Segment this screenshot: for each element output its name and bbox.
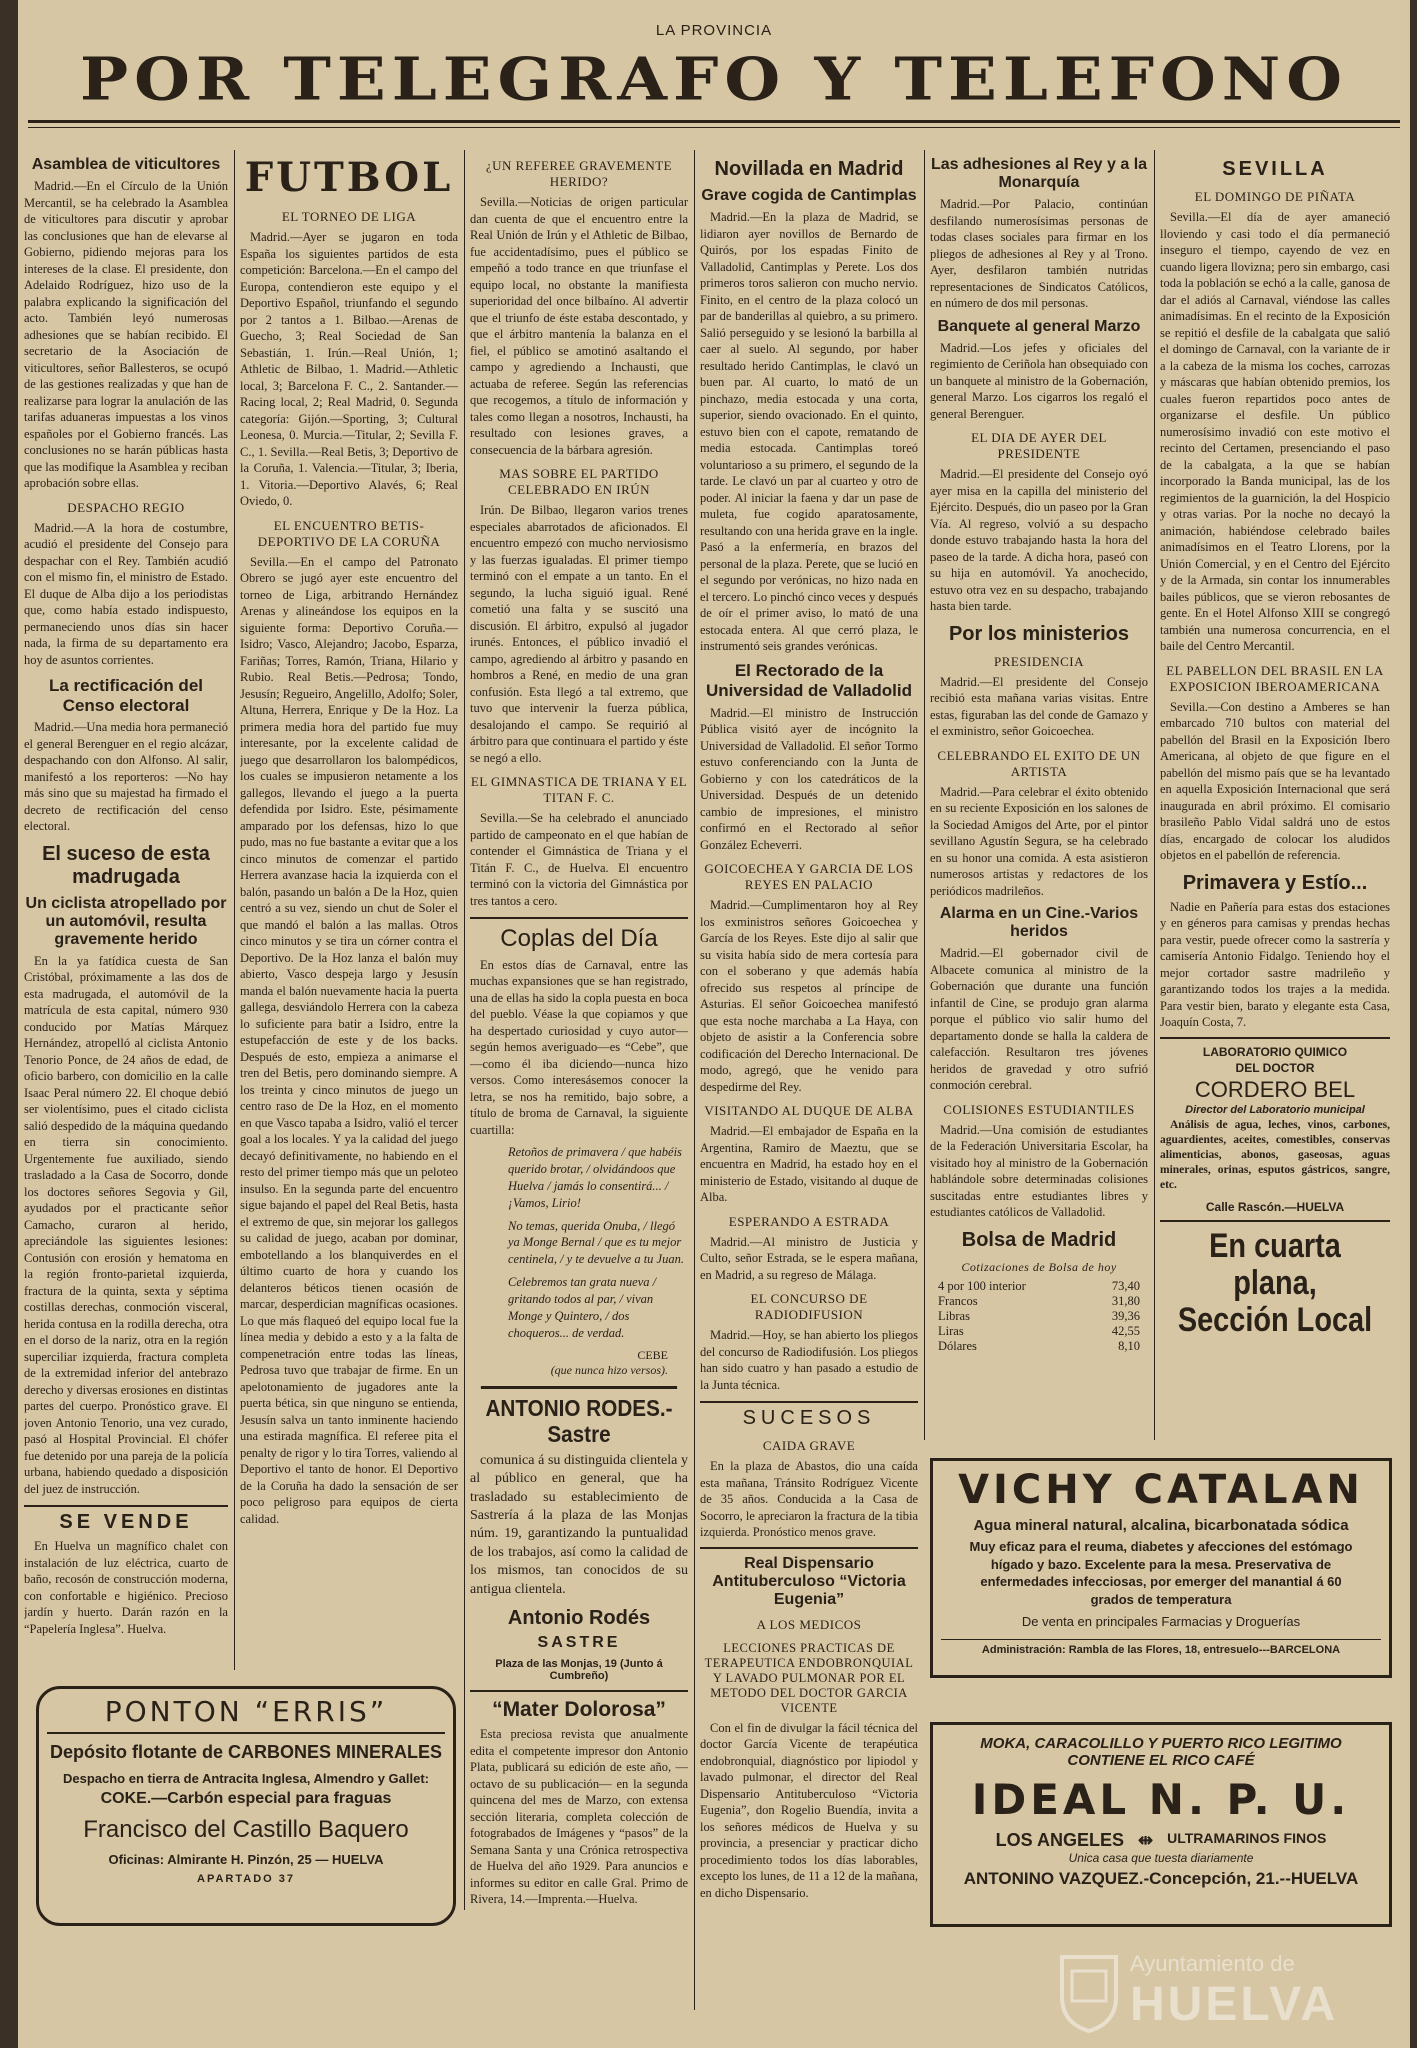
article-title: “Mater Dolorosa” xyxy=(470,1690,688,1722)
article-title: Banquete al general Marzo xyxy=(937,317,1141,335)
article-text: Madrid.—El embajador de España en la Argentina, Ramiro de Maeztu, que se encuentra en Madrid, ha estado hoy en el ministerio de Estado, visitando al duque de Alba. xyxy=(700,1124,918,1204)
bolsa-value: 39,36 xyxy=(1111,1308,1140,1323)
ad-text: comunica á su distinguida clientela y al público en general, que ha trasladado su establecimiento de Sastrería á la plaza de las Monjas núm. 19, garantizando la puntualidad de los trabajos, así como la calidad de los mismos, tan conocidos de su antigua clientela. xyxy=(470,1452,688,1597)
article-text: Madrid.—El gobernador civil de Albacete comunica al ministro de la Gobernación que durante una función infantil de Cine, se produjo gran alarma porque el público vio salir humo del departamento donde se halla la caldera de calefacción. Resultaron tres jóvenes heridos de gravedad y otro sufrió conmoción cerebral. xyxy=(930,946,1148,1092)
bolsa-row xyxy=(930,1279,1148,1294)
ponton-subtitle: Depósito flotante de CARBONES MINERALES xyxy=(49,1742,443,1762)
article-text: Madrid.—El presidente del Consejo oyó ayer misa en la capilla del ministerio del Ejército. Después, dio un paseo por la Gran Vía. Al regreso, volvió a su despacho donde estuvo trabajando hasta la hora del paseo de la tarde. A dicha hora, paseó con su hija en automóvil. Ya anochecido, estuvo otra vez en su despacho, trabajando hasta bien tarde. xyxy=(930,467,1148,613)
bolsa-title: Bolsa de Madrid xyxy=(961,1228,1117,1251)
article-subtitle: A LOS MEDICOS xyxy=(756,1616,862,1632)
article-title: SE VENDE xyxy=(24,1505,228,1534)
article-subtitle: Un ciclista atropellado por un automóvil, resulta gravemente herido xyxy=(25,894,227,948)
article-text: Irún. De Bilbao, llegaron varios trenes especiales abarrotados de aficionados. El encuentro empezó con mucho nerviosismo y las fuerzas igualadas. El primer tiempo terminó con el empate a un tanto. En el segundo, la lucha siguió igual. René cometió una falta y se suscitó una discusión. El árbitro, expulsó al jugador irunés. Entonces, el público invadió el campo, agrediendo al árbitro y pasando en hombros a René, en medio de una gran confusión. Esta llegó a tal extremo, que tuvo que intervenir la fuerza pública, desalojando el campo. Se requirió al árbitro para que continuara el partido y éste se negó a ello. xyxy=(470,503,688,765)
column-divider xyxy=(924,150,925,1440)
article-title: Real Dispensario Antituberculoso “Victoria Eugenia” xyxy=(700,1547,918,1609)
article-title: ¿UN REFEREE GRAVEMENTE HERIDO? xyxy=(485,158,673,189)
ad-name: Antonio Rodés xyxy=(507,1607,651,1630)
column-1 xyxy=(24,150,228,1670)
lab-line: Director del Laboratorio municipal xyxy=(1185,1103,1365,1116)
column-divider xyxy=(1154,150,1155,1440)
vichy-title: VICHY CATALAN xyxy=(958,1467,1364,1513)
article-title: GOICOECHEA Y GARCIA DE LOS REYES EN PALACIO xyxy=(704,861,914,892)
watermark-line: HUELVA xyxy=(1130,1978,1339,2031)
column-5 xyxy=(930,150,1148,1440)
article-title: ESPERANDO A ESTRADA xyxy=(728,1213,890,1229)
ad-address: Plaza de las Monjas, 19 (Junto á Cumbreño) xyxy=(495,1658,663,1683)
article-title: MAS SOBRE EL PARTIDO CELEBRADO EN IRÚN xyxy=(499,466,659,497)
poem-stanza: Celebremos tan grata nueva / gritando todos al par, / vivan Monge y Quintero, / dos choqueros... de verdad. xyxy=(508,1275,657,1340)
ideal-unica: Unica casa que tuesta diariamente xyxy=(1068,1851,1254,1865)
column-2 xyxy=(240,150,458,1670)
article-text: Madrid.—Una media hora permaneció el general Berenguer en el regio alcázar, despachando con don Alfonso. Al salir, manifestó a los reporteros: —No hay más sino que su majestad ha firmado el decreto de rectificación del censo electoral. xyxy=(24,720,228,834)
article-text: En la plaza de Abastos, dio una caída esta mañana, Tránsito Rodríguez Vicente de 35 años. Conducida a la Casa de Socorro, le apreciaron la fractura de la tibia izquierda. Pronóstico menos grave. xyxy=(700,1459,918,1539)
article-title: Coplas del Día xyxy=(470,917,688,953)
banner-title: POR TELEGRAFO Y TELEFONO xyxy=(79,45,1349,114)
ideal-title: IDEAL N. P. U. xyxy=(971,1775,1351,1824)
bolsa-name: Liras xyxy=(938,1323,964,1338)
shield-icon xyxy=(1058,1953,1120,2033)
article-text: Madrid.—Para celebrar el éxito obtenido en su reciente Exposición en los salones de la Sociedad Amigos del Arte, por el pintor sevillano Agustín Segura, se ha celebrado en su honor una comida. A esta asistieron numerosos artistas y redactores de los periódicos madrileños. xyxy=(930,784,1148,898)
ad-title: Primavera y Estío... xyxy=(1182,871,1368,894)
ponton-text: COKE.—Carbón especial para fraguas xyxy=(100,1790,392,1807)
article-subtitle: EL ENCUENTRO BETIS-DEPORTIVO DE LA CORUÑA xyxy=(257,517,441,549)
article-subtitle: EL DOMINGO DE PIÑATA xyxy=(1194,189,1356,204)
article-text: En la ya fatídica cuesta de San Cristóbal, próximamente a las dos de esta madrugada, el automóvil de la matrícula de esta capital, número 930 conducido por Matías Márquez Hernández, atropelló al ciclista Antonio Tenorio Ponce, de 24 años de edad, de oficio barbero, con domicilio en la calle Isaac Peral número 22. El choque debió ser violentísimo, pues el citado ciclista salió despedido de la máquina quedando en tierra sin conocimiento. Urgentemente fue auxiliado, siendo trasladado a la Casa de Socorro, donde los doctores señores Segovia y Gil, ayudados por el practicante señor Camacho, curaron al herido, apreciándole las siguientes lesiones: Contusión con erosión y hematoma en la región fronto-parietal izquierda, fractura de la quinta, sexta y séptima costillas derechas, conmoción visceral, herida contusa en la rodilla derecha, otra en el dorso de la nariz, otra en la región superciliar izquierda, fractura completa de la extremidad inferior del antebrazo derecho y diversas erosiones en distintas partes del cuerpo. Pronóstico grave. El joven Antonio Tenorio, una vez curado, pasó al Hospital Provincial. El chófer fue detenido por una pareja de la policía urbana, habiendo quedado a disposición del juez de instrucción. xyxy=(24,953,228,1496)
section-title: SUCESOS xyxy=(700,1401,918,1430)
ad-title: ANTONIO RODES.-Sastre xyxy=(481,1386,677,1448)
article-title: VISITANDO AL DUQUE DE ALBA xyxy=(704,1103,914,1118)
archive-watermark xyxy=(1058,1945,1398,2040)
lab-line: LABORATORIO QUIMICO xyxy=(1202,1044,1348,1059)
article-title: Novillada en Madrid xyxy=(714,158,904,180)
bolsa-name: Francos xyxy=(938,1293,978,1308)
article-text: Madrid.—Cumplimentaron hoy al Rey los exministros señores Goicoechea y García de los Reyes. Este dijo al salir que su visita había sido de mera cortesía para con el soberano y que además había ofrecido sus respetos al príncipe de Asturias. El señor Goicoechea manifestó que esta noche marchaba a La Haya, con objeto de asistir a la Conferencia sobre codificación del Derecho Internacional. De modo, agregó, que he venido para despedirme del Rey. xyxy=(700,898,918,1094)
bolsa-name: Libras xyxy=(938,1308,970,1323)
vichy-ad xyxy=(930,1458,1392,1678)
vichy-sale: De venta en principales Farmacias y Droguerías xyxy=(1021,1614,1301,1630)
article-text: Madrid.—En la plaza de Madrid, se lidiaron ayer novillos de Bernardo de Quirós, por los espadas Finito de Valladolid, Cantimplas y Perete. Los dos primeros toros salieron con mucho nervio. Finito, en el centro de la plaza colocó un par de banderillas al quiebro, a su primero. Salió perseguido y se lesionó la barbilla al caer al suelo. Al segundo, por haber resultado herido Cantimplas, le clavó un buen par. Al cuarto, lo mató de un pinchazo, media estocada y una corta, superior, siendo ovacionado. En el quinto, estuvo bien con el capote, rematando de media estocada. Cantimplas toreó voluntarioso a su primero, el segundo de la tarde. Le clavó un par al cuarteo y otro de poder. Al iniciar la faena y dar un pase de muleta, fue cogido aparatosamente, resultando con una herida grave en la ingle. Pasó a la enfermería, en brazos del personal de la plaza. Perete, que se lució en el segundo por verónicas, no hizo nada en el tercero. Lo pinchó cinco veces y después de oír el primer aviso, lo mató de una estocada entera. Al que cerró plaza, le instrumentó seis grandes verónicas. xyxy=(700,210,918,653)
cuarta-plana xyxy=(1160,1220,1390,1340)
bolsa-row xyxy=(930,1339,1148,1354)
article-title: El Rectorado de la Universidad de Valladolid xyxy=(706,660,912,700)
bolsa-row xyxy=(930,1309,1148,1324)
bolsa-name: Dólares xyxy=(938,1338,977,1353)
ideal-shop: LOS ANGELES xyxy=(995,1830,1125,1850)
article-text: Madrid.—Ayer se jugaron en toda España los siguientes partidos de esta competición: Barcelona.—En el campo del Europa, contendieron este equipo y el Deportivo Español, triunfando el segundo por 2 tantos a 1. Bilbao.—Arenas de Guecho, 3; Real Sociedad de San Sebastián, 1. Irún.—Real Unión, 1; Athletic de Bilbao, 1. Madrid.—Athletic local, 3; Barcelona F. C., 2. Santander.—Racing local, 2; Real Madrid, 0. Segunda categoría: Gijón.—Sporting, 3; Cultural Leonesa, 0. Murcia.—Titular, 2; Sevilla F. C., 1. Sevilla.—Real Betis, 3; Deportivo de la Coruña, 1. Valencia.—Titular, 3; Iberia, 1. Vitoria.—Deportivo Alavés, 6; Real Oviedo, 0. xyxy=(240,230,458,508)
column-divider xyxy=(464,150,465,1910)
bolsa-value: 73,40 xyxy=(1111,1278,1140,1293)
vichy-admin: Administración: Rambla de las Flores, 18, entresuelo---BARCELONA xyxy=(941,1639,1381,1656)
ideal-shop-row xyxy=(941,1830,1381,1851)
ideal-top: MOKA, CARACOLILLO Y PUERTO RICO LEGITIMO xyxy=(980,1735,1342,1752)
ponton-apartado: APARTADO 37 xyxy=(197,1873,295,1885)
ad-role: SASTRE xyxy=(537,1634,621,1652)
article-text: Madrid.—El ministro de Instrucción Pública visitó ayer de incógnito la Universidad de Valladolid. El señor Tormo estuvo conferenciando con la Junta de Gobierno y con los catedráticos de la Universidad. Después de un detenido cambio de impresiones, el ministro confirmó en el Rectorado al señor González Echeverri. xyxy=(700,705,918,852)
ponton-ad xyxy=(36,1686,456,1926)
column-4 xyxy=(700,150,918,2010)
poem-stanza: No temas, querida Onuba, / llegó ya Monge Bernal / que es tu mejor centinela, / y te devuelve a tu Juan. xyxy=(508,1218,684,1267)
newspaper-name: LA PROVINCIA xyxy=(655,22,773,39)
lab-name: CORDERO BEL xyxy=(1194,1076,1356,1102)
lab-text: Análisis de agua, leches, vinos, carbones, aguardientes, aceites, comestibles, conservas alimenticias, abonos, gaseosas, aguas minerales, orinas, esputos gástricos, sangre, etc. xyxy=(1160,1118,1390,1192)
column-divider xyxy=(694,150,695,2010)
signature: CEBE xyxy=(637,1347,668,1362)
poem-stanza: Retoños de primavera / que habéis querido brotar, / olvidándoos que Huelva / jamás lo consentirá... / ¡Vamos, Lirio! xyxy=(508,1145,682,1210)
bolsa-name: 4 por 100 interior xyxy=(938,1278,1026,1293)
bolsa-value: 42,55 xyxy=(1111,1323,1140,1338)
section-title: FUTBOL xyxy=(244,154,454,201)
section-title: SEVILLA xyxy=(1222,158,1328,180)
article-title: EL DIA DE AYER DEL PRESIDENTE xyxy=(971,430,1107,461)
article-text: Con el fin de divulgar la fácil técnica del doctor García Vicente de terapéutica endobronquial, diagnóstico por lipiodol y lavado pulmonar, el director del Real Dispensario Antituberculoso “Victoria Eugenia”, don Rogelio Buendía, invita a los señores médicos de Huelva y su provincia, a presenciar y practicar dicho procedimiento todos los días laborables, excepto los lunes, de 11 a 12 de la mañana, en dicho Dispensario. xyxy=(700,1720,918,1900)
newspaper-page xyxy=(18,0,1410,2048)
watermark-line: Ayuntamiento de xyxy=(1130,1951,1295,1976)
article-text: Madrid.—En el Círculo de la Unión Mercantil, se ha celebrado la Asamblea de viticultores para discutir y aprobar las conclusiones que han de elevarse al Gobierno, pidiendo mejoras para los intereses de la clase. El presidente, don Adelaido Rodríguez, hizo uso de la palabra explicando la significación del acto. También leyó numerosas adhesiones que se habían recibido. El secretario de la Asociación de viticultores, señor Ballesteros, se ocupó de las gestiones realizadas y que han de realizarse para lograr la anulación de las tarifas aduaneras impuestas a los vinos españoles por el Gobierno francés. Las conclusiones no se harán públicas hasta que las modifique la Asamblea y reciban aprobación sobre ellas. xyxy=(24,179,228,490)
article-text: Sevilla.—Se ha celebrado el anunciado partido de campeonato en el que habían de contender el Gimnástica de Triana y el Titán F. C., de Huelva. El encuentro terminó con la victoria del Gimnástica por tres tantos a cero. xyxy=(470,811,688,908)
article-title: Asamblea de viticultores xyxy=(31,156,221,173)
article-title: EL CONCURSO DE RADIODIFUSION xyxy=(750,1291,868,1322)
masthead-rule-thin xyxy=(28,127,1400,128)
article-title: EL GIMNASTICA DE TRIANA Y EL TITAN F. C. xyxy=(470,774,688,805)
column-3 xyxy=(470,150,688,1910)
article-title: CELEBRANDO EL EXITO DE UN ARTISTA xyxy=(937,747,1141,779)
ideal-top2: CONTIENE EL RICO CAFÉ xyxy=(1067,1752,1255,1769)
article-text: Madrid.—Una comisión de estudiantes de la Federación Universitaria Escolar, ha visitado hoy al ministro de la Gobernación hablándole sobre determinadas colisiones suscitadas entre estudiantes libres y estudiantes católicos de Valladolid. xyxy=(930,1122,1148,1219)
ad-text: Nadie en Pañería para estas dos estaciones y en géneros para camisas y prendas hechas para vestir, puede ofrecer como la sastrería y camisería Antonio Fidalgo. Teniendo hoy el mejor cortador sastre madrileño y garantizando todos los trajes a la medida. Para vestir bien, barato y elegante esta Casa, Joaquín Costa, 7. xyxy=(1160,899,1390,1029)
bolsa-row xyxy=(930,1324,1148,1339)
bolsa-value: 31,80 xyxy=(1111,1293,1140,1308)
article-text: Madrid.—Hoy, se han abierto los pliegos del concurso de Radiodifusión. Los pliegos han sido cuatro y han pasado a estudio de la Junta técnica. xyxy=(700,1328,918,1392)
article-title: El suceso de esta madrugada xyxy=(42,842,210,888)
ponton-title: PONTON “ERRIS” xyxy=(47,1695,445,1734)
vichy-text: Muy eficaz para el reuma, diabetes y afecciones del estómago hígado y bazo. Excelente para la mesa. Preservativa de enfermedades infecciosas, por emerger del manantial á 60 grados de temperatura xyxy=(969,1539,1353,1607)
bolsa-subtitle: Cotizaciones de Bolsa de hoy xyxy=(961,1259,1117,1274)
bolsa-value: 8,10 xyxy=(1118,1338,1140,1353)
article-text: En Huelva un magnífico chalet con instalación de luz eléctrica, cuarto de baño, recosón de construcción moderna, con confortable e higiénico. Precioso jardín y huerto. Darán razón en la “Papelería Inglesa”. Huelva. xyxy=(24,1539,228,1636)
article-title: COLISIONES ESTUDIANTILES xyxy=(943,1101,1135,1117)
article-subtitle: EL TORNEO DE LIGA xyxy=(281,209,417,224)
article-title: La rectificación del Censo electoral xyxy=(49,676,203,715)
bolsa-row xyxy=(930,1294,1148,1309)
ideal-address: ANTONINO VAZQUEZ.-Concepción, 21.--HUELVA xyxy=(963,1869,1359,1888)
bolsa-table xyxy=(930,1279,1148,1354)
article-title: Las adhesiones al Rey y a la Monarquía xyxy=(930,156,1148,191)
article-text: Sevilla.—En el campo del Patronato Obrero se jugó ayer este encuentro del torneo de Liga, arbitrando Hernández Arenas y alineándose los equipos en la siguiente forma: Deportivo Coruña.—Isidro; Vasco, Alejandro; Jacobo, Esparza, Fariñas; Torres, Ramón, Triana, Hilario y Rubio. Real Betis.—Pedrosa; Tondo, Jesusín; Regueiro, Angelillo, Adolfo; Soler, Altuna, Herrera, Enrique y De la Hoz. La primera media hora del partido fue muy interesante, por la excelente calidad de juego que desarrollaron los balompédicos, los cuales se impusieron netamente a los gallegos, llevando el juego a la puerta defendida por Isidro. Este, pésimamente amparado por los defensas, hizo lo que pudo, mas no fue bastante a evitar que a los cinco minutos de comenzar el partido Herrera avanzase hacia la izquierda con el balón, pasando un balón a De la Hoz, quien centró a su vez, siendo un chut de Soler el que mandó el balón a las mallas. Otros cinco minutos y se tira un córner contra el Deportivo. De la Hoz lanza el balón muy abierto, Vasco despeja largo y Jesusín manda el balón nuevamente hacia la puerta gallega, desviándolo Herrera con la cabeza lo suficiente para batir a Isidro, entre la estupefacción de este y de los backs. Después de esto, empieza a animarse el tren del Betis, pero dominando siempre. A los treinta y cinco minutos de juego un centro raso de De la Hoz, en el momento en que Vasco tapaba a Isidro, valió el tercer goal a los locales. Y ya la calidad del juego decayó definitivamente, no habiendo en el resto del primer tiempo más que un peloteo insulso. En la segunda parte del encuentro sigue bajando el papel del Real Betis, hasta el extremo de que, sin mejorar los gallegos su calidad de juego, acaban por dominar, embotellando a los blanquiverdes en el último cuarto de hora y cuando los delanteros béticos tienen ocasión de marcar, desperdician magníficas ocasiones. Lo que más flaqueó del equipo local fue la línea media y debido a esto y a la falta de compenetración entre todas las líneas, Pedrosa tuvo que trabajar de firme. En un apelotonamiento de jugadores ante la puerta bética, sin que ninguno se entienda, Jesusín salva un tanto inminente haciendo una estirada magnífica. El referee pita el penalty de rigor y lo tira Torres, valiendo al Deportivo el tanto de honor. El Deportivo de la Coruña ha dado la sensación de ser poco peligroso para equipos de cierta calidad. xyxy=(240,554,458,1526)
column-divider xyxy=(234,150,235,1670)
article-text: Sevilla.—Noticias de origen particular dan cuenta de que el encuentro entre la Real Unión de Irún y el Athletic de Bilbao, fue accidentadísimo, pues el público se empeñó a todo trance en que triunfase el equipo local, no obstante la manifiesta superioridad del once bilbaíno. Al advertir que el triunfo de éste estaba descontado, y que el árbitro mantenía la balanza en el fiel, el público se amotinó asaltando el campo y agrediendo a Inchausti, que actuaba de referee. Según las referencias que recogemos, a título de información y tales como llegan a nosotros, Inchausti, ha resultado con lesiones graves, a consecuencia de la bárbara agresión. xyxy=(470,195,688,457)
article-subtitle: EL PABELLON DEL BRASIL EN LA EXPOSICION IBEROAMERICANA xyxy=(1166,662,1384,694)
article-text: Madrid.—A la hora de costumbre, acudió el presidente del Consejo para despachar con el Rey. También acudió con el mismo fin, el ministro de Estado. El duque de Alba dijo a los periodistas que, como había estado indispuesto, permaneciendo unos días sin hacer nada, la firma de su departamento era hoy de asuntos corrientes. xyxy=(24,520,228,667)
article-text: Madrid.—Los jefes y oficiales del regimiento de Ceriñola han obsequiado con un banquete al ministro de la Gobernación, general Marzo. Los cigarros los regaló el general Berenguer. xyxy=(930,340,1148,421)
article-subtitle: Grave cogida de Cantimplas xyxy=(701,187,917,204)
lab-line: DEL DOCTOR xyxy=(1235,1060,1315,1075)
lab-address: Calle Rascón.—HUELVA xyxy=(1205,1199,1345,1214)
vichy-subtitle: Agua mineral natural, alcalina, bicarbonatada sódica xyxy=(973,1517,1349,1534)
article-text: En estos días de Carnaval, entre las muchas expansiones que se han registrado, una de ellas ha sido la copla puesta en boca del pueblo. Véase la que copiamos y que ha despertado curiosidad y cuyo autor—según hemos averiguado—es “Cebe”, que—como él iba diciendo—nunca hizo versos. Como interesásemos conocer la letra, se nos ha remitido, bajo sobre, a título de broma de Carnaval, la siguiente cuartilla: xyxy=(470,957,688,1137)
article-subtitle: PRESIDENCIA xyxy=(993,653,1084,669)
article-title: DESPACHO REGIO xyxy=(67,499,185,515)
article-title: Por los ministerios xyxy=(948,622,1130,645)
cuarta-line: Sección Local xyxy=(1177,1301,1373,1340)
ponton-name: Francisco del Castillo Baquero xyxy=(83,1816,409,1843)
article-text: Madrid.—El presidente del Consejo recibió esta mañana varias visitas. Entre estas, figuraban las del conde de Gamazo y el exministro, señor Goicoechea. xyxy=(930,674,1148,738)
ideal-shop2: ULTRAMARINOS FINOS xyxy=(1167,1830,1327,1846)
article-text: Sevilla.—El día de ayer amaneció lloviendo y casi todo el día permaneció inseguro el tiempo, cayendo de vez en cuando ligera llovizna; pero sin embargo, casi toda la población se echó a la calle, ganosa de dar el adiós al Carnaval, viéndose las calles animadísimas. En el recinto de la Exposición se repitió el desfile de la cabalgata que salió el domingo de Carnaval, con la variante de ir a la cabeza de la misma los coches, carrozas y máscaras que habían obtenido premios, los cuales fueron repartidos poco antes de organizarse el desfile. Un público numerosísimo invadió con este motivo el recinto del Certamen, presenciando el paso de la cabalgata, a la que se habían incorporado la Banda municipal, las de los regimientos de la guarnición, la del Hospicio y otras varias. Por la noche no decayó la animación, habiéndose celebrado bailes animadísimos en el Teatro Llorens, por la Unión Comercial, y en el Centro del Ejército y de la Armada, sin contar los innumerables bailes públicos, que se vieron rebosantes de gente. En el Hotel Alfonso XIII se congregó también una numerosa concurrencia, en el baile del Centro Mercantil. xyxy=(1160,210,1390,653)
article-text: Madrid.—Por Palacio, continúan desfilando numerosísimas personas de todas clases sociales para firmar en los pliegos de adhesiones al Rey y al Trono. Ayer, desfilaron también nutridas representaciones de Sindicatos Católicos, en número de dos mil personas. xyxy=(930,197,1148,310)
signature-note: (que nunca hizo versos). xyxy=(550,1362,668,1377)
ponton-address: Oficinas: Almirante H. Pinzón, 25 — HUELVA xyxy=(108,1852,384,1867)
ponton-text: Despacho en tierra de Antracita Inglesa, Almendro y Gallet: xyxy=(62,1771,430,1786)
article-subtitle: LECCIONES PRACTICAS DE TERAPEUTICA ENDOBRONQUIAL Y LAVADO PULMONAR POR EL METODO DEL DOCTOR GARCIA VICENTE xyxy=(704,1640,914,1715)
article-text: Esta preciosa revista que anualmente edita el competente impresor don Antonio Plata, publicará su edición de este año, —octavo de su publicación— en la segunda quincena del mes de Marzo, con extensa sección literaria, completa colección de fotograbados de Imágenes y “pasos” de la Semana Santa y una Crónica retrospectiva de Huelva del año 1929. Para anuncios e informes su editor en calle Gral. Primo de Rivera, 14.—Imprenta.—Huelva. xyxy=(470,1727,688,1907)
masthead-rule xyxy=(28,120,1400,123)
article-text: Sevilla.—Con destino a Amberes se han embarcado 710 bultos con material del pabellón del Brasil en la Exposición Ibero Americana, al objeto de que figure en el pabellón del mismo país que se ha levantado en aquella Exposición Internacional que será inaugurada en abril próximo. El comisario brasileño Pablo Vidal saldrá uno de estos días, encargado de colocar los aludidos objetos en el pabellón de referencia. xyxy=(1160,699,1390,862)
ideal-ad xyxy=(930,1722,1392,1927)
article-title: Alarma en un Cine.-Varios heridos xyxy=(939,905,1139,940)
article-text: Madrid.—Al ministro de Justicia y Culto, señor Estrada, se le espera mañana, en Madrid, a su regreso de Málaga. xyxy=(700,1234,918,1282)
arrow-icon: ⇹ xyxy=(1138,1830,1154,1850)
cuarta-line: En cuarta plana, xyxy=(1209,1226,1341,1303)
article-title: CAIDA GRAVE xyxy=(762,1438,856,1453)
laboratory-ad xyxy=(1160,1037,1390,1214)
column-6 xyxy=(1160,150,1390,1440)
